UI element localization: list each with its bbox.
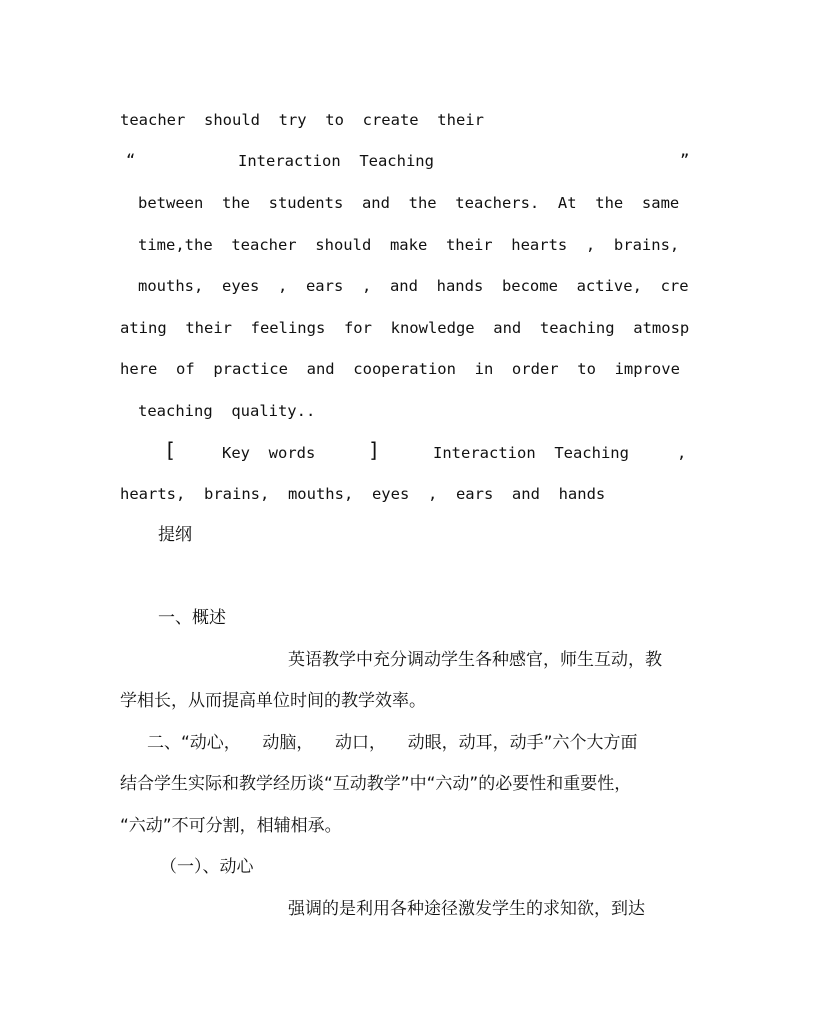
keywords-text: Interaction Teaching xyxy=(433,444,629,462)
abstract-line-3: time,the teacher should make their hearts , brains, xyxy=(138,236,680,254)
keywords-comma: , xyxy=(677,444,687,462)
keywords-close-bracket: ] xyxy=(368,438,381,462)
abstract-line-1: teacher should try to create their xyxy=(120,111,484,129)
quote-open: “ xyxy=(126,151,136,169)
subsection1-title: （一）、动心 xyxy=(160,857,254,877)
keywords-open-bracket: [ xyxy=(164,438,177,462)
section1-text-line2: 学相长，从而提高单位时间的教学效率。 xyxy=(120,691,426,711)
section2-line3: “六动”不可分割，相辅相承。 xyxy=(120,816,342,836)
keywords-list: hearts, brains, mouths, eyes , ears and hands xyxy=(120,485,606,503)
abstract-line-4: mouths, eyes , ears , and hands become active, cre xyxy=(138,277,689,295)
outline-heading: 提纲 xyxy=(158,525,192,545)
section1-title: 一、概述 xyxy=(158,608,226,628)
abstract-line-2: between the students and the teachers. At the same xyxy=(138,194,680,212)
section2-line2: 结合学生实际和教学经历谈“互动教学”中“六动”的必要性和重要性， xyxy=(120,774,632,794)
keywords-label: Key words xyxy=(222,444,316,462)
abstract-line-6: here of practice and cooperation in order to improve xyxy=(120,360,680,378)
subsection1-text: 强调的是利用各种途径激发学生的求知欲，到达 xyxy=(288,899,645,919)
quote-term: Interaction Teaching xyxy=(238,152,434,170)
abstract-line-7: teaching quality.. xyxy=(138,402,316,420)
section2-line1: 二、“动心， 动脑， 动口， 动眼，动耳，动手”六个大方面 xyxy=(147,733,638,753)
section1-text-line1: 英语教学中充分调动学生各种感官，师生互动，教 xyxy=(288,650,662,670)
abstract-line-5: ating their feelings for knowledge and teaching atmosp xyxy=(120,319,690,337)
quote-close: ” xyxy=(680,151,690,169)
